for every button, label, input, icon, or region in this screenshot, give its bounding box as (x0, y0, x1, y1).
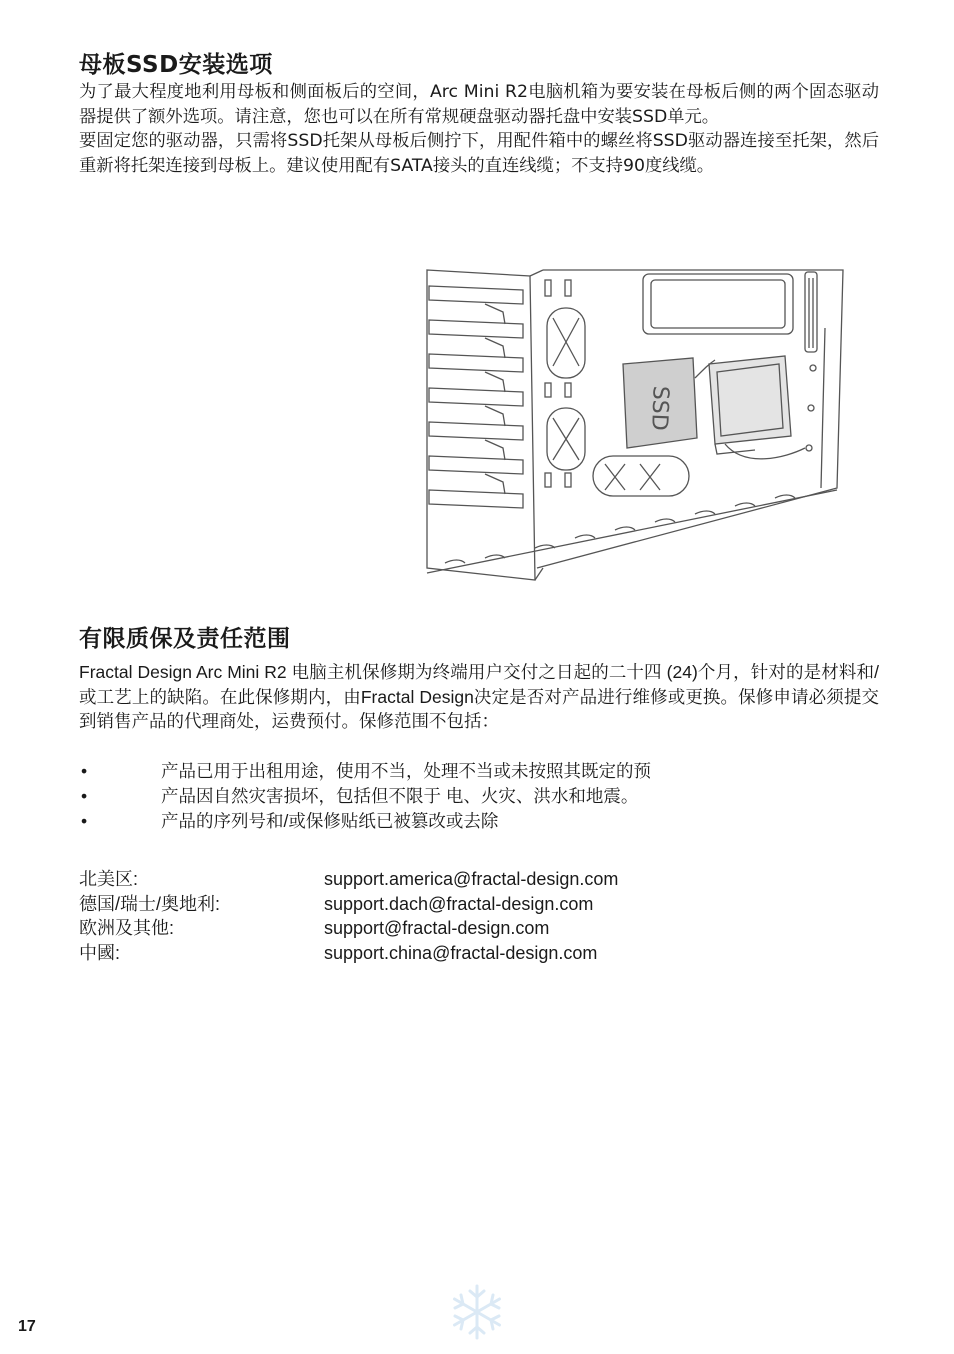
ssd-paragraph-1: 为了最大程度地利用母板和侧面板后的空间，Arc Mini R2电脑机箱为要安装在母板后侧的两个固态驱动器提供了额外选项。请注意，您也可以在所有常规硬盘驱动器托盘中安装SSD单元。 (79, 82, 879, 127)
contact-region: 中國: (79, 942, 121, 963)
warranty-section-title: 有限质保及责任范围 (79, 626, 291, 652)
support-contacts-table (79, 867, 618, 965)
warranty-paragraph: Fractal Design Arc Mini R2 电脑主机保修期为终端用户交付之日起的二十四 (24)个月，针对的是材料和/或工艺上的缺陷。在此保修期内，由Fractal Design决定是否对产品进行维修或更换。保修申请必须提交到销售产品的代理商处，运费预付。保修范围不包括： (79, 662, 879, 731)
contact-email-link[interactable]: support@fractal-design.com (324, 918, 550, 938)
contact-region: 北美区: (79, 869, 139, 889)
list-item (79, 809, 879, 834)
contact-region: 欧洲及其他: (79, 918, 175, 938)
table-row (79, 941, 618, 966)
warranty-section (79, 624, 879, 734)
list-item (79, 784, 879, 809)
table-row (79, 916, 618, 941)
list-item-text: 产品的序列号和/或保修贴纸已被篡改或去除 (161, 811, 499, 831)
contact-email-link[interactable]: support.america@fractal-design.com (324, 869, 619, 889)
table-row (79, 892, 618, 917)
list-item-text: 产品已用于出租用途，使用不当，处理不当或未按照其既定的预 (161, 761, 651, 781)
ssd-paragraph-2: 要固定您的驱动器，只需将SSD托架从母板后侧拧下，用配件箱中的螺丝将SSD驱动器连接至托架，然后重新将托架连接到母板上。建议使用配有SATA接头的直连线缆；不支持90度线缆。 (79, 131, 879, 176)
ssd-bracket-label: SSD (646, 385, 673, 432)
contact-region: 德国/瑞士/奥地利: (79, 893, 221, 914)
table-row (79, 867, 618, 892)
ssd-mounting-illustration (425, 268, 845, 582)
case-drawing (425, 268, 845, 582)
list-item (79, 759, 879, 784)
bullet-symbol: • (81, 811, 88, 831)
bullet-symbol: • (81, 761, 88, 781)
ssd-section-title: 母板SSD安装选项 (79, 52, 273, 78)
contact-email-link[interactable]: support.dach@fractal-design.com (324, 893, 594, 914)
page-number: 17 (18, 1318, 36, 1335)
snowflake-icon (448, 1283, 506, 1341)
bullet-symbol: • (81, 786, 88, 806)
ssd-section (79, 50, 879, 178)
warranty-exclusions-list (79, 759, 879, 834)
list-item-text: 产品因自然灾害损坏，包括但不限于 电、火灾、洪水和地震。 (161, 786, 639, 806)
contact-email-link[interactable]: support.china@fractal-design.com (324, 942, 598, 963)
